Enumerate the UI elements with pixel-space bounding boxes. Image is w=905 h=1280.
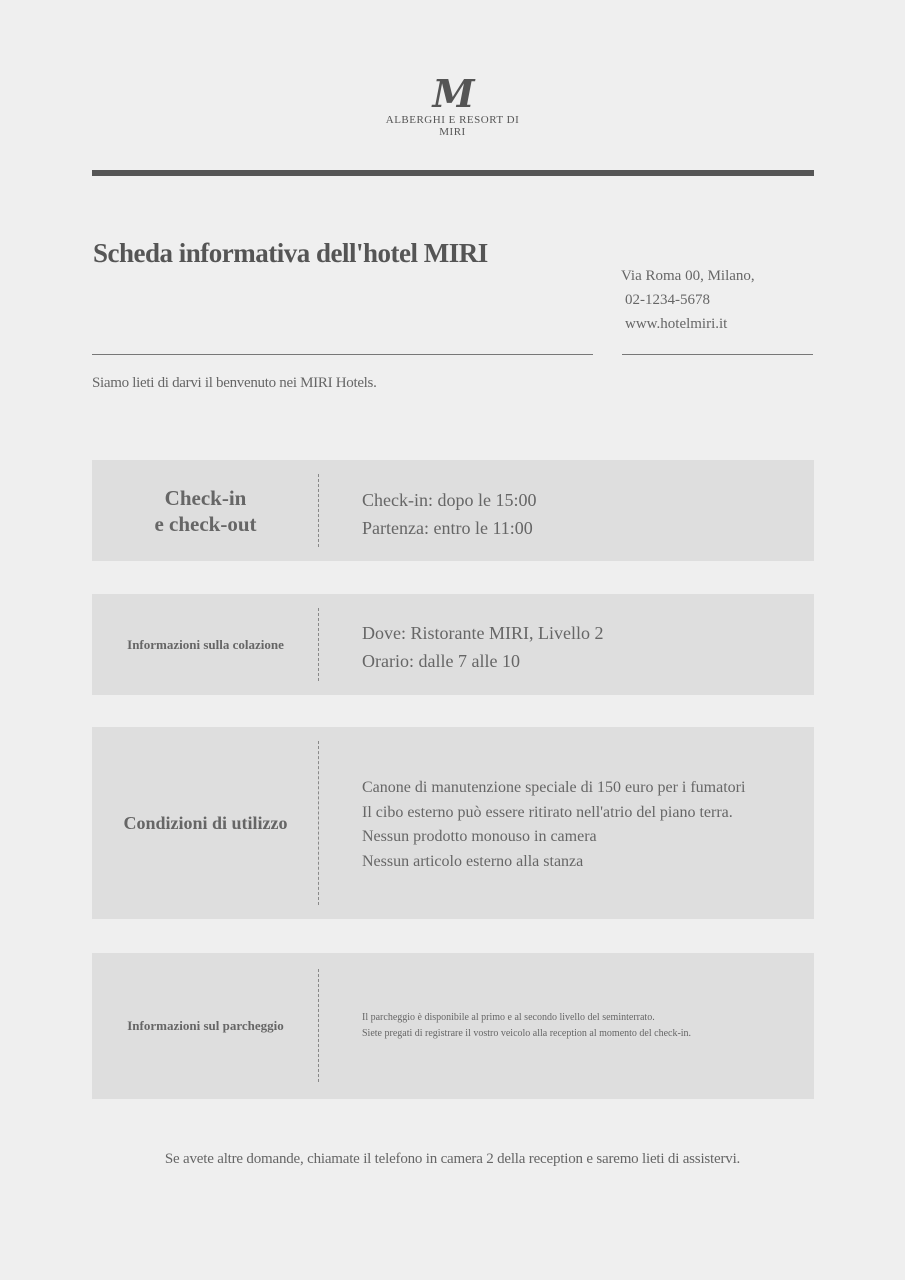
logo-mark: M bbox=[432, 71, 473, 116]
page-title: Scheda informativa dell'hotel MIRI bbox=[93, 238, 488, 268]
card-divider bbox=[318, 969, 319, 1082]
welcome-text: Siamo lieti di darvi il benvenuto nei MIRI Hotels. bbox=[92, 375, 377, 391]
top-divider bbox=[92, 170, 814, 176]
breakfast-location: Dove: Ristorante MIRI, Livello 2 bbox=[362, 623, 604, 643]
checkout-time: Partenza: entro le 11:00 bbox=[362, 518, 533, 538]
hotel-phone: 02-1234-5678 bbox=[625, 292, 710, 308]
terms-line: Il cibo esterno può essere ritirato nell'atrio del piano terra. bbox=[362, 803, 733, 821]
breakfast-hours: Orario: dalle 7 alle 10 bbox=[362, 651, 520, 671]
hotel-website: www.hotelmiri.it bbox=[625, 316, 728, 332]
parking-line: Siete pregati di registrare il vostro veicolo alla reception al momento del check-in. bbox=[362, 1028, 692, 1039]
card-divider bbox=[318, 474, 319, 547]
checkin-label bbox=[92, 485, 319, 537]
breakfast-label: Informazioni sulla colazione bbox=[127, 636, 284, 652]
checkin-label-line1: Check-in bbox=[164, 485, 247, 510]
terms-line: Nessun articolo esterno alla stanza bbox=[362, 852, 584, 870]
terms-line: Canone di manutenzione speciale di 150 euro per i fumatori bbox=[362, 779, 746, 796]
hotel-address: Via Roma 00, Milano, bbox=[621, 268, 755, 284]
footer-note: Se avete altre domande, chiamate il telefono in camera 2 della reception e saremo lieti di assistervi. bbox=[164, 1151, 741, 1167]
breakfast-card bbox=[92, 594, 814, 695]
terms-card bbox=[92, 727, 814, 919]
terms-label: Condizioni di utilizzo bbox=[123, 812, 288, 833]
contact-underline bbox=[622, 354, 813, 355]
breakfast-details bbox=[362, 619, 603, 675]
parking-line: Il parcheggio è disponibile al primo e al secondo livello del seminterrato. bbox=[362, 1012, 655, 1023]
terms-details bbox=[362, 776, 745, 874]
contact-info bbox=[621, 264, 755, 336]
checkin-details bbox=[362, 486, 536, 542]
terms-line: Nessun prodotto monouso in camera bbox=[362, 828, 597, 845]
parking-details bbox=[362, 1010, 691, 1042]
title-underline bbox=[92, 354, 593, 355]
checkin-label-line2: e check-out bbox=[154, 511, 257, 536]
checkin-time: Check-in: dopo le 15:00 bbox=[362, 490, 537, 510]
checkin-card bbox=[92, 460, 814, 561]
logo-text: ALBERGHI E RESORT DI MIRI bbox=[385, 114, 520, 138]
parking-card bbox=[92, 953, 814, 1099]
card-divider bbox=[318, 608, 319, 681]
parking-label: Informazioni sul parcheggio bbox=[127, 1018, 284, 1033]
card-divider bbox=[318, 741, 319, 905]
hotel-logo bbox=[0, 71, 905, 138]
